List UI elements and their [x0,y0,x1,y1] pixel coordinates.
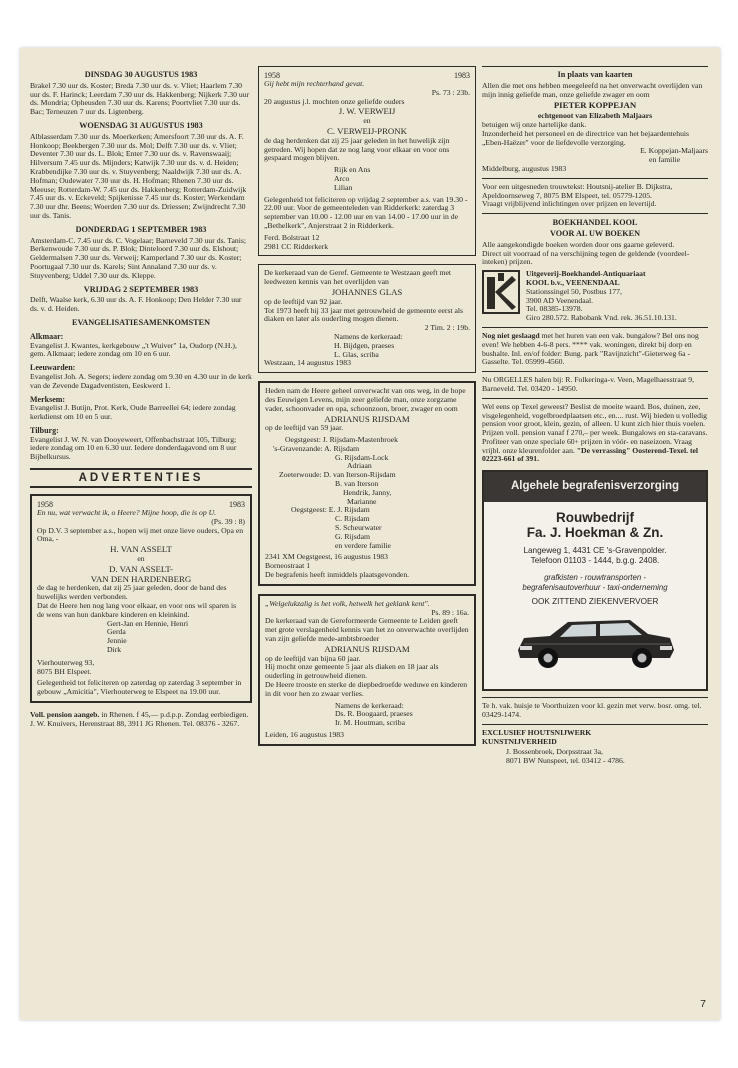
heading-thursday: DONDERDAG 1 SEPTEMBER 1983 [75,224,207,234]
woodwork-address-2: 8071 BW Nunspeet, tel. 03412 - 4786. [506,756,625,766]
signature-3: Ir. M. Houtman, scriba [335,718,406,728]
bible-quote: Gij hebt mijn rechterhand gevat. [264,79,365,88]
texel-ad-text: Wel eens op Texel geweest? Beslist de moeite waard. Bos, duinen, zee, visgelegenheid, vogelbroedplaatsen etc., en.... rust. Wij bieden u volledig pension voor groot, klein, gezin, of alleen. U kunt zich hier thuis voelen. Prijzen voll. pension vanaf f 270,– per week. Bungalows en sta-caravans. Profiteer van onze speciale 60+ prijzen in vóór- en naseizoen. Vraag vrijbl. onze kleurenfolder aan. [482,401,708,455]
name-wife-1: D. VAN ASSELT- [109,563,173,574]
texel-ad [482,403,708,465]
family-10: C. Rijsdam [335,514,370,524]
bible-reference: (Ps. 39 : 8) [211,516,245,526]
body-text-2: Tot 1973 heeft hij 33 jaar met getrouwheid de gemeente eerst als diaken en later als ouderling mogen dienen. [264,305,464,324]
heading-wednesday: WOENSDAG 31 AUGUSTUS 1983 [79,120,203,130]
signature-1: Namens de kerkeraad: [334,331,403,341]
services-tuesday: Brakel 7.30 uur ds. Koster; Breda 7.30 uur ds. v. Vliet; Haarlem 7.30 uur ds. F. Harinck; Leerdam 7.30 uur ds. Hakkenberg; Nijkerk 7.30 uur ds. Mondria; Opheusden 7.30 uur ds. Karens; Poortvliet 7.30 uur ds. Bac; Terneuzen 7 uur ds. Ligtenberg. [30,80,250,117]
deceased-name: JOHANNES GLAS [331,286,403,297]
thanks-name: PIETER KOPPEJAN [553,100,637,111]
bungalow-ad-text: met het huren van een vak. bungalow? Bel ons nog even! We hebben 4-6-8 pers. **** vak. woningen, direkt bij dorp en bushalte. Inl. en/of folder: Bung. park "Ravijnzicht"-Gieterweg 6a - Gasselte. Tel. 05999-4560. [482,330,699,367]
address-1: 2341 XM Oegstgeest, 16 augustus 1983 [265,552,388,562]
bookshop-bank: Giro 280.572. Rabobank Vnd. rek. 36.51.10.131. [526,313,677,323]
bookshop-address-2: 3900 AD Veenendaal. [526,295,594,305]
advertenties-banner: ADVERTENTIES [30,468,252,488]
family-7: Hendrik, Janny, [343,487,392,497]
year-end: 1983 [454,71,470,80]
funeral-company-ad [482,470,708,691]
newspaper-page [20,48,720,1020]
subhead-merksem: Merksem: [30,394,66,404]
body-text-3: De Heere trooste en sterke de diepbedroefde weduwe en kinderen in dit voor hen zo zwaar verlies. [265,680,468,698]
name-husband: H. VAN ASSELT [110,544,172,555]
place-date: Leiden, 16 augustus 1983 [265,730,344,739]
address-1: Vierhouterweg 93, [37,657,95,667]
body-text-1: De kerkeraad van de Geref. Gemeente te Westzaan geeft met leedwezen kennis van het overlijden van [264,268,452,287]
woodcarving-text-1: Voor een uitgesneden trouwtekst: Houtsnij-atelier B. Dijkstra, Apeldoornseweg 7, 8075 BM Elspeet, tel. 05779-1205. [482,181,673,200]
conjunction: en [363,116,371,126]
anniversary-verweij [258,66,476,256]
age-text: op de leeftijd van 59 jaar. [265,423,344,433]
anniversary-van-asselt [30,494,252,703]
woodcarving-text-2: Vraagt vrijblijvend inlichtingen over prijzen en levertijd. [482,199,657,209]
obituary-rijsdam-family [258,381,476,586]
children-1: Rijk en Ans [334,165,371,175]
body-text-1: de dag te herdenken, dat zij 25 jaar geleden, door de band des huwelijks werden verbonden. [37,583,227,602]
hearse-car-icon [510,610,680,676]
intro-text: Op D.V. 3 september a.s., hopen wij met onze lieve ouders, Opa en Oma, - [37,525,244,544]
bookshop-heading-2: VOOR AL UW BOEKEN [550,228,640,238]
thanks-name-sub: echtgenoot van Elizabeth Maljaars [537,111,653,121]
family-1: Oegstgeest: J. Rijsdam-Mastenbroek [285,435,398,445]
family-9: Oegstgeest: E. J. Rijsdam [291,505,370,515]
funeral-ad-phone: Telefoon 01103 - 1444, b.g.g. 2408. [530,556,660,566]
name-husband: J. W. VERWEIJ [338,106,396,117]
bookshop-text-2: Direct uit voorraad of na verschijning tegen de geldende (voordeel-inteken) prijzen. [482,248,690,267]
bookshop-name-2: KOOL b.v., VEENENDAAL [526,277,620,287]
thanks-date: Middelburg, augustus 1983 [482,163,567,173]
divider [482,66,708,67]
funeral-ad-address: Langeweg 1, 4431 CE 's-Gravenpolder. [523,546,667,556]
body-text-2: Hij mocht onze gemeente 5 jaar als diaken en 18 jaar als ouderling in getrouwheid dienen. [265,662,439,681]
bungalow-ad-lead: Nog niet geslaagd [482,330,540,340]
column-3 [482,66,708,766]
bible-quote: „Welgelukzalig is het volk, hetwelk het geklank kent". [265,598,430,608]
kool-logo-letter: K [482,270,483,272]
thanks-koppejan [482,66,708,174]
family-5: Zoeterwoude: D. van Iterson-Rijsdam [279,470,396,480]
subhead-alkmaar: Alkmaar: [30,331,64,341]
bookshop-block [482,270,708,323]
kool-logo-icon [482,270,520,314]
deceased-name: ADRIANUS RIJSDAM [324,413,410,424]
funeral-ad-services-1: grafkisten - rouwtransporten - [544,573,646,583]
signature-2: Ds. R. Boogaard, praeses [335,709,413,719]
body-text-1: Heden nam de Heere geheel onverwacht van ons weg, in de hope des Eeuwigen Levens, mijn zeer geliefde man, onze zorgzame vader, schoonvader en opa, schoonzoon, broer, zwager en oom [265,386,466,413]
signature-2: H. Bijdgen, praeses [334,340,395,350]
funeral-ad-services-3: OOK ZITTEND ZIEKENVERVOER [531,597,659,607]
body-text-2: Dat de Heere hen nog lang voor elkaar, en voor ons wil sparen is de wens van hun dankbare kinderen en kleinkind. [37,601,237,619]
page-number: 7 [700,998,706,1010]
children-3: Lilian [334,182,353,192]
services-thursday: Amsterdam-C. 7.45 uur ds. C. Vogelaar; Barneveld 7.30 uur ds. Tanis; Berkenwoude 7.30 uur ds. P. Blok; Dinteloord 7.30 uur ds. Elshout; Geldermalsen 7.30 uur ds. Verweij; Kamperland 7.30 uur ds. Koster; Poortugaal 7.30 uur ds. Karels; Sint Annaland 7.30 uur ds. v. Stuyvenberg; Uddel 7.30 uur ds. Kleppe. [30,235,246,280]
thanks-signature-1: E. Koppejan-Maljaars [640,146,708,156]
bookshop-text-1: Alle aangekondigde boeken worden door ons gaarne geleverd. [482,239,675,249]
funeral-ad-title-1: Rouwbedrijf [556,510,634,526]
children-2: Arco [334,173,350,183]
address-2: Borneostraat 1 [265,561,311,571]
holiday-cottage-ad: Te h. vak. huisje te Voorthuizen voor kl. gezin met verw. bosr. omg. tel. 03429-1474. [482,701,702,720]
name-wife: C. VERWEIJ-PRONK [327,125,407,136]
woodwork-heading-1: EXCLUSIEF HOUTSNIJWERK [482,727,592,737]
pension-ad-text: in Rhenen. f 45,— p.d.p.p. Zondag eerbiedigen. J. W. Knuivers, Herenstraat 88, 3911 JG Rhenen. Tel. 08376 - 3267. [30,710,249,728]
bible-reference: 2 Tim. 2 : 19b. [424,323,470,333]
funeral-ad-header: Algehele begrafenisverzorging [484,472,706,502]
congratulation-info: Gelegenheid tot feliciteren op zaterdag op zaterdag 3 september in gebouw „Amicitia", Vierhouterweg te Elspeet na 19.00 uur. [37,678,242,697]
name-wife-2: VAN DEN HARDENBERG [90,573,192,584]
bookshop-name-1: Uitgeverij-Boekhandel-Antiquariaat [526,269,646,279]
woodwork-heading-2: KUNSTNIJVERHEID [482,736,557,746]
text-leeuwarden: Evangelist Joh. A. Segers; iedere zondag om 9.30 en 4.30 uur in de kerk van de Zevende Dagadventisten, Eeskwerd 1. [30,371,252,390]
divider [482,327,708,328]
family-8: Marianne [347,496,377,506]
bookshop-address-1: Stationssingel 50, Postbus 177, [526,286,622,296]
services-wednesday: Alblasserdam 7.30 uur ds. Moerkerken; Amersfoort 7.30 uur ds. A. F. Honkoop; Beekbergen 7.30 uur ds. Mol; Delft 7.30 uur ds. v. Vliet; Deventer 7.30 uur ds. L. Blok; Enter 7.30 uur ds. v. Ravenswaaij; Hilversum 7.45 uur ds. Mijnders; Katwijk 7.30 uur ds. v. d. Heiden; Krabbendijke 7.30 uur ds. v. Stuyvenberg; Naaldwijk 7.30 uur ds. A. Hofman; Oudewater 7.30 uur ds. H. Hofman; Rhenen 7.30 uur ds. Meeuse; Rotterdam-W. 7.45 uur ds. Hakkenberg; Rotterdam-Zuidwijk 7.45 uur ds. v. Eckeveld; Spijkenisse 7.45 uur ds. Koster; Werkendam 7.30 uur dhr. Beens; Woerden 7.30 uur ds. Driessen; Zwijndrecht 7.30 uur ds. Tanis. [30,131,247,220]
pension-ad [30,711,252,729]
intro-text: 20 augustus j.l. mochten onze geliefde ouders [264,96,405,106]
address-2: 8075 BH Elspeet. [37,666,92,676]
year-start: 1958 [37,500,53,510]
thanks-text-3: Inzonderheid het personeel en de directrice van het bejaardentehuis „Eben-Haëzer" voor de liefdevolle verzorging. [482,128,690,147]
divider [482,697,708,698]
year-start: 1958 [264,71,280,80]
heading-evangelisation: EVANGELISATIESAMENKOMSTEN [71,317,210,327]
children-2: Gerda [107,627,126,637]
family-11: S. Scheurwater [335,523,382,533]
funeral-ad-services-2: begrafenisautoverhuur - taxi-onderneming [522,582,668,592]
family-4: Adriaan [347,461,372,471]
subhead-tilburg: Tilburg: [30,425,59,435]
divider [482,178,708,179]
heading-tuesday: DINSDAG 30 AUGUSTUS 1983 [84,70,198,79]
year-end: 1983 [229,500,245,510]
organ-ad: Nu ORGELLES halen bij: R. Folkeringa-v. Veen, Magelhaesstraat 9, Barneveld. Tel. 03420 - 14950. [482,375,695,393]
bookshop-ad [482,219,708,323]
column-2 [258,66,476,754]
family-12: G. Rijsdam [335,531,371,541]
address-2: 2981 CC Ridderkerk [264,241,329,251]
body-text-2: Gelegenheid tot feliciteren op vrijdag 2 september a.s. van 19.30 - 22.00 uur. Voor de gemeenteleden van Ridderkerk: zaterdag 3 september van 10.00 - 12.00 uur en van 14.00 - 17.00 uur in de „Bethelkerk", Anjerstraat 2 in Ridderkerk. [264,194,468,230]
text-merksem: Evangelist J. Butijn, Prot. Kerk, Oude Barreellei 64; iedere zondag kerkdienst om 10 en 5 uur. [30,403,236,422]
thanks-text-2: betuigen wij onze hartelijke dank. [482,119,587,129]
address-1: Ferd. Bolstraat 12 [264,232,320,242]
family-2: 's-Gravenzande: A. Rijsdam [273,443,360,453]
heading-friday: VRIJDAG 2 SEPTEMBER 1983 [83,284,199,294]
bookshop-details [526,270,677,323]
divider [482,213,708,214]
family-13: en verdere familie [335,540,391,550]
thanks-signature-2: en familie [649,155,680,165]
pension-ad-lead: Voll. pension aangeb. [30,710,100,720]
age-text: op de leeftijd van bijna 60 jaar. [265,653,361,663]
services-friday: Delft, Waalse kerk, 6.30 uur ds. A. F. Honkoop; Den Helder 7.30 uur ds. v. d. Heiden. [30,295,242,314]
bible-reference: Ps. 89 : 16a. [431,607,469,617]
bookshop-heading-1: BOEKHANDEL KOOL [552,218,638,228]
thanks-text-1: Allen die met ons hebben meegeleefd na het onverwacht overlijden van mijn innig geliefde man, onze geliefde zwager en oom [482,80,703,99]
funeral-ad-title-2: Fa. J. Hoekman & Zn. [526,525,664,541]
bible-quote: En nu, wat verwacht ik, o Heere? Mijne hoop, die is op U. [37,508,217,518]
text-tilburg: Evangelist J. W. N. van Dooyeweert, Offenbachstraat 105, Tilburg; iedere zondag om 10 en 6.30 uur. Iedere donderdagavond om 8 uur Bijbelkursus. [30,434,237,462]
deceased-name: ADRIANUS RIJSDAM [324,643,410,654]
bookshop-phone: Tel. 08385-13978. [526,304,583,314]
bible-reference: Ps. 73 : 23b. [431,87,470,97]
obituary-rijsdam-church [258,594,476,746]
children-1: Gert-Jan en Hennie, Henri [107,618,189,628]
place-date: Westzaan, 14 augustus 1983 [264,358,351,368]
texel-ad-contact: "De verrassing" Oosterend-Texel. tel 02223-661 of 391. [482,445,699,464]
body-text-1: De kerkeraad van de Gereformeerde Gemeente te Leiden geeft met grote verslagenheid kennis van het zo onverwachte overlijden van zijn geliefde mede-ambtsbroeder [265,616,469,644]
children-4: Dirk [107,645,122,655]
signature-3: L. Glas, scriba [334,349,379,359]
family-6: B. van Iterson [335,479,379,489]
body-text-1: de dag herdenken dat zij 25 jaar geleden in het huwelijk zijn getreden. Wij hopen dat ze nog lang voor elkaar en voor ons gespaard mogen blijven. [264,135,450,163]
conjunction: en [137,554,145,564]
text-alkmaar: Evangelist J. Kwantes, kerkgebouw „'t Wuiver" 1a, Oudorp (N.H.), gem. Alkmaar; iedere zondag om 10 en 6 uur. [30,340,237,359]
age-text: op de leeftijd van 92 jaar. [264,296,343,306]
divider [482,724,708,725]
divider [482,398,708,399]
column-1 [30,66,252,729]
obituary-glas [258,264,476,373]
thanks-heading: In plaats van kaarten [557,70,633,79]
woodwork-address-1: J. Bossenbroek, Dorpsstraat 3a, [506,747,603,757]
bungalow-ad [482,332,708,367]
signature-1: Namens de kerkeraad: [335,700,404,710]
family-3: G. Rijsdam-Lock [335,452,389,462]
funeral-note: De begrafenis heeft inmiddels plaatsgevonden. [265,570,410,580]
children-3: Jennie [107,636,127,646]
divider [482,371,708,372]
subhead-leeuwarden: Leeuwarden: [30,363,76,373]
